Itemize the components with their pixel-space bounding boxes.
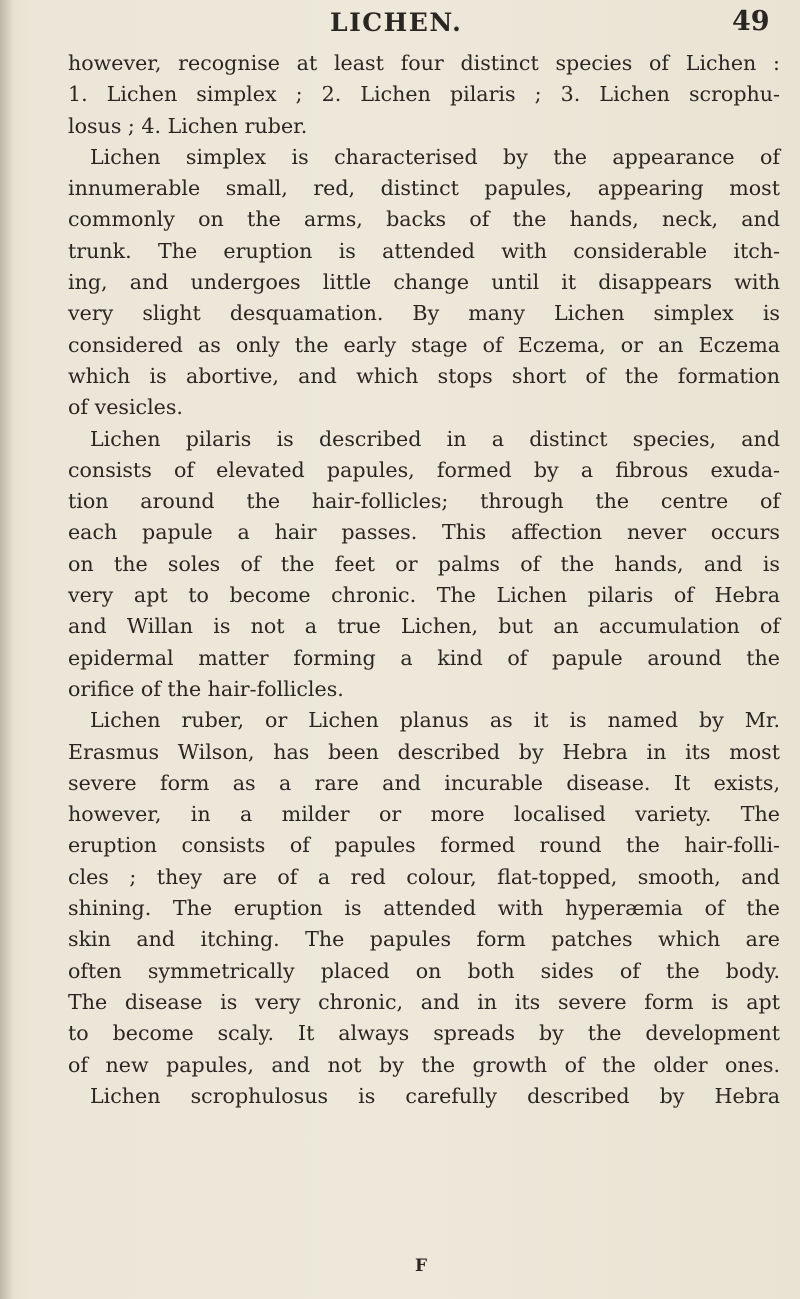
- text-line: Lichen scrophulosus is carefully described by Hebra: [90, 1083, 780, 1108]
- text-line: consists of elevated papules, formed by a fibrous exuda-: [68, 457, 780, 482]
- text-line: to become scaly. It always spreads by the development: [68, 1021, 780, 1046]
- text-line: 1. Lichen simplex ; 2. Lichen pilaris ; 3. Lichen scrophu-: [68, 82, 780, 107]
- text-line: ing, and undergoes little change until it disappears with: [68, 270, 780, 295]
- text-line: on the soles of the feet or palms of the hands, and is: [68, 551, 780, 576]
- text-line: eruption consists of papules formed round the hair-folli-: [68, 833, 780, 858]
- text-line: however, recognise at least four distinct species of Lichen :: [68, 51, 780, 75]
- text-line: Lichen simplex is characterised by the appearance of: [90, 144, 780, 169]
- text-line: of new papules, and not by the growth of the older ones.: [68, 1052, 780, 1077]
- spine-shadow: [0, 0, 14, 1299]
- text-line: and Willan is not a true Lichen, but an accumulation of: [68, 614, 780, 639]
- text-line: very slight desquamation. By many Lichen simplex is: [68, 301, 780, 326]
- text-line: cles ; they are of a red colour, flat-topped, smooth, and: [68, 864, 780, 889]
- text-line: tion around the hair-follicles; through the centre of: [68, 489, 780, 514]
- text-line: innumerable small, red, distinct papules, appearing most: [68, 176, 780, 201]
- text-line: which is abortive, and which stops short of the formation: [68, 363, 780, 388]
- text-line: skin and itching. The papules form patches which are: [68, 927, 780, 952]
- text-line: often symmetrically placed on both sides of the body.: [68, 958, 780, 983]
- text-line: of vesicles.: [68, 395, 183, 420]
- text-line: commonly on the arms, backs of the hands, neck, and: [68, 207, 780, 232]
- text-line: The disease is very chronic, and in its severe form is apt: [68, 989, 780, 1014]
- text-line: however, in a milder or more localised variety. The: [68, 802, 780, 827]
- signature-mark: F: [415, 1256, 428, 1276]
- running-head: [0, 6, 800, 42]
- text-line: Lichen pilaris is described in a distinct species, and: [90, 426, 780, 451]
- text-line: severe form as a rare and incurable disease. It exists,: [68, 770, 780, 795]
- text-line: orifice of the hair-follicles.: [68, 676, 344, 701]
- text-line: considered as only the early stage of Eczema, or an Eczema: [68, 332, 780, 357]
- body-text: [68, 48, 780, 1112]
- page-number: 49: [732, 6, 770, 37]
- text-line: each papule a hair passes. This affection never occurs: [68, 520, 780, 545]
- text-line: trunk. The eruption is attended with considerable itch-: [68, 238, 780, 263]
- text-line: Lichen ruber, or Lichen planus as it is named by Mr.: [90, 708, 780, 733]
- text-line: Erasmus Wilson, has been described by Hebra in its most: [68, 739, 780, 764]
- text-line: shining. The eruption is attended with hyperæmia of the: [68, 896, 780, 921]
- running-title: LICHEN.: [330, 8, 463, 37]
- text-line: epidermal matter forming a kind of papule around the: [68, 645, 780, 670]
- text-line: losus ; 4. Lichen ruber.: [68, 113, 308, 138]
- text-line: very apt to become chronic. The Lichen pilaris of Hebra: [68, 583, 780, 608]
